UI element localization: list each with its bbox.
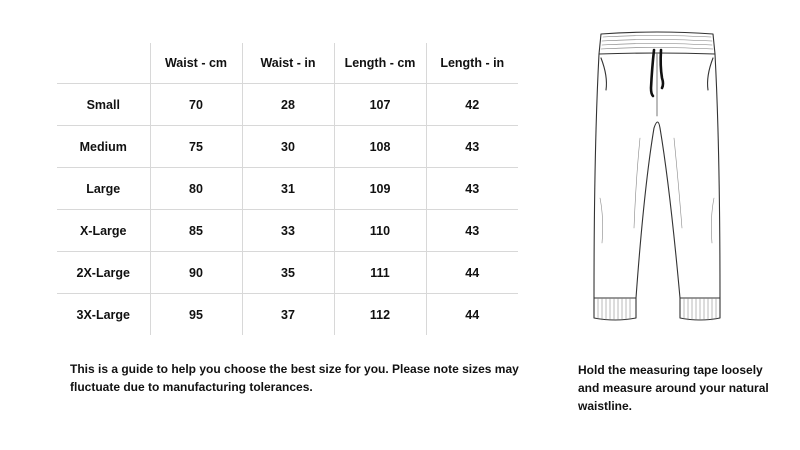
waist-in-cell: 33 [242, 210, 334, 252]
waist-cm-cell: 90 [150, 252, 242, 294]
length-cm-cell: 112 [334, 294, 426, 336]
size-label: Small [57, 84, 150, 126]
header-waist-in: Waist - in [242, 43, 334, 84]
waistband-ribbing [601, 36, 713, 50]
size-label: X-Large [57, 210, 150, 252]
table-row [57, 168, 518, 210]
table-row [57, 294, 518, 336]
right-leg-fold [674, 138, 682, 228]
size-label: Large [57, 168, 150, 210]
length-cm-cell: 109 [334, 168, 426, 210]
waist-cm-cell: 95 [150, 294, 242, 336]
size-guide-note: This is a guide to help you choose the best size for you. Please note sizes may fluctuate due to manufacturing tolerances. [70, 362, 519, 394]
cuff-ribbing [598, 299, 716, 320]
waist-in-cell: 30 [242, 126, 334, 168]
header-length-cm: Length - cm [334, 43, 426, 84]
table-row [57, 252, 518, 294]
waist-cm-cell: 70 [150, 84, 242, 126]
drawstring-right [661, 50, 663, 88]
drawstring-left [651, 50, 654, 96]
table-header-row [57, 43, 518, 84]
right-side-fold [711, 198, 714, 243]
waist-in-cell: 28 [242, 84, 334, 126]
size-label: 2X-Large [57, 252, 150, 294]
length-cm-cell: 110 [334, 210, 426, 252]
left-pocket-line [601, 58, 606, 90]
header-length-in: Length - in [426, 43, 518, 84]
table-row [57, 126, 518, 168]
length-cm-cell: 107 [334, 84, 426, 126]
waist-cm-cell: 85 [150, 210, 242, 252]
header-waist-cm: Waist - cm [150, 43, 242, 84]
waist-in-cell: 37 [242, 294, 334, 336]
jogger-pants-icon [582, 28, 732, 328]
table-row [57, 210, 518, 252]
size-chart-table [57, 43, 518, 335]
right-pocket-line [708, 58, 713, 90]
size-label: Medium [57, 126, 150, 168]
waist-cm-cell: 80 [150, 168, 242, 210]
length-in-cell: 43 [426, 126, 518, 168]
waist-in-cell: 31 [242, 168, 334, 210]
waist-in-cell: 35 [242, 252, 334, 294]
length-in-cell: 44 [465, 307, 480, 322]
header-corner [57, 43, 150, 84]
length-cm-cell: 111 [334, 252, 426, 294]
length-in-cell: 42 [426, 84, 518, 126]
waist-cm-cell: 75 [150, 126, 242, 168]
left-leg-fold [634, 138, 640, 228]
left-side-fold [600, 198, 603, 243]
length-in-cell: 43 [426, 210, 518, 252]
size-label: 3X-Large [57, 294, 150, 336]
left-cuff [594, 298, 636, 320]
length-in-cell: 43 [426, 168, 518, 210]
length-cm-cell: 108 [334, 126, 426, 168]
length-in-cell: 44 [426, 252, 518, 294]
measuring-instructions: Hold the measuring tape loosely and measure around your natural waistline. [578, 363, 769, 413]
table-row [57, 84, 518, 126]
